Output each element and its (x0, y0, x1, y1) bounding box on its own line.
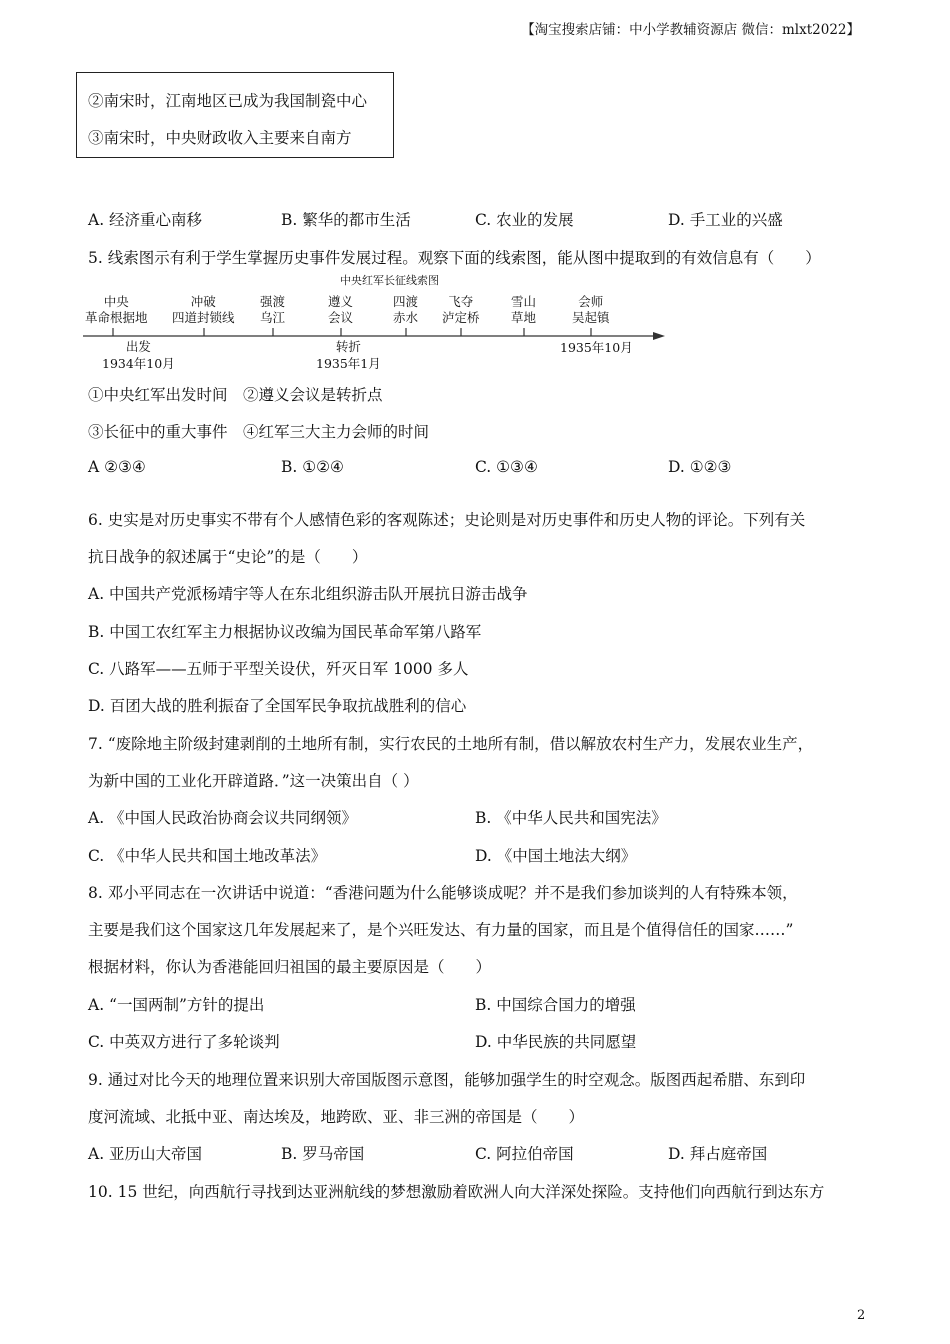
timeline-event (260, 294, 285, 326)
q5-option-c: C. ①③④ (475, 458, 538, 476)
q6-stem-line2: 抗日战争的叙述属于“史论”的是（ ） (88, 548, 368, 566)
timeline-event (393, 294, 418, 326)
event-line2: 泸定桥 (442, 310, 480, 325)
event-line1: 强渡 (260, 294, 286, 309)
event-line1: 会师 (578, 294, 604, 309)
q7-option-c: C. 《中华人民共和国土地改革法》 (88, 847, 327, 865)
event-line2: 草地 (511, 310, 537, 325)
q9-option-a: A. 亚历山大帝国 (88, 1145, 203, 1163)
q8-option-c: C. 中英双方进行了多轮谈判 (88, 1033, 280, 1051)
q6-option-b: B. 中国工农红军主力根据协议改编为国民革命军第八路军 (88, 623, 482, 641)
timeline-event (572, 294, 610, 326)
timeline-event (172, 294, 235, 326)
q8-stem-line1: 8. 邓小平同志在一次讲话中说道：“香港问题为什么能够谈成呢？并不是我们参加谈判的人有特殊本领， (88, 884, 798, 902)
q7-option-b: B. 《中华人民共和国宪法》 (475, 809, 667, 827)
q4-option-b: B. 繁华的都市生活 (281, 211, 411, 229)
q5-option-d: D. ①②③ (668, 458, 732, 476)
q4-option-a: A. 经济重心南移 (88, 211, 203, 229)
q9-option-b: B. 罗马帝国 (281, 1145, 365, 1163)
event-line1: 遵义 (328, 294, 354, 309)
event-line2: 革命根据地 (85, 310, 148, 325)
q4-option-c: C. 农业的发展 (475, 211, 574, 229)
material-line-2: ②南宋时，江南地区已成为我国制瓷中心 (88, 92, 368, 110)
q6-option-d: D. 百团大战的胜利振奋了全国军民争取抗战胜利的信心 (88, 697, 467, 715)
q9-stem-line2: 度河流域、北抵中亚、南达埃及，地跨欧、亚、非三洲的帝国是（ ） (88, 1108, 585, 1126)
timeline-event (328, 294, 353, 326)
timeline-end (560, 339, 633, 356)
turn-date: 1935年1月 (316, 356, 381, 371)
material-box (76, 72, 394, 158)
event-line1: 四渡 (393, 294, 419, 309)
page-number: 2 (857, 1308, 866, 1323)
q9-option-d: D. 拜占庭帝国 (668, 1145, 768, 1163)
long-march-timeline (80, 272, 680, 372)
timeline-event (511, 294, 536, 326)
q6-option-c: C. 八路军——五师于平型关设伏，歼灭日军 1000 多人 (88, 660, 469, 678)
q8-option-d: D. 中华民族的共同愿望 (475, 1033, 637, 1051)
q5-stem: 5. 线索图示有利于学生掌握历史事件发展过程。观察下面的线索图，能从图中提取到的有效信息有（ ） (88, 249, 821, 267)
q10-stem-line1: 10. 15 世纪，向西航行寻找到达亚洲航线的梦想激励着欧洲人向大洋深处探险。支持他们向西航行到达东方 (88, 1183, 825, 1201)
q8-option-b: B. 中国综合国力的增强 (475, 996, 636, 1014)
q9-option-c: C. 阿拉伯帝国 (475, 1145, 574, 1163)
event-line2: 会议 (328, 310, 354, 325)
q7-option-d: D. 《中国土地法大纲》 (475, 847, 637, 865)
q6-stem-line1: 6. 史实是对历史事实不带有个人感情色彩的客观陈述；史论则是对历史事件和历史人物的评论。下列有关 (88, 511, 806, 529)
q7-stem-line2: 为新中国的工业化开辟道路．”这一决策出自（ ） (88, 772, 419, 790)
event-line1: 冲破 (190, 294, 216, 309)
q6-option-a: A. 中国共产党派杨靖宇等人在东北组织游击队开展抗日游击战争 (88, 585, 528, 603)
q5-statements-line1: ①中央红军出发时间 ②遵义会议是转折点 (88, 386, 383, 404)
q8-stem-line2: 主要是我们这个国家这几年发展起来了，是个兴旺发达、有力量的国家，而且是个值得信任的国家……” (88, 921, 794, 939)
event-line1: 中央 (103, 294, 129, 309)
timeline-event (85, 294, 148, 326)
event-line1: 雪山 (511, 294, 537, 309)
q5-option-b: B. ①②④ (281, 458, 344, 476)
timeline-turn (316, 338, 381, 372)
turn-label: 转折 (335, 339, 361, 354)
header-note: 【淘宝搜索店铺：中小学教辅资源店 微信：mlxt2022】 (521, 22, 860, 38)
start-label: 出发 (125, 339, 151, 354)
timeline-event (442, 294, 480, 326)
end-date: 1935年10月 (560, 340, 633, 355)
q9-stem-line1: 9. 通过对比今天的地理位置来识别大帝国版图示意图，能够加强学生的时空观念。版图西起希腊、东到印 (88, 1071, 806, 1089)
start-date: 1934年10月 (102, 356, 175, 371)
q8-option-a: A. “一国两制”方针的提出 (88, 996, 265, 1014)
event-line2: 乌江 (260, 310, 286, 325)
event-line2: 赤水 (393, 310, 419, 325)
q5-option-a: A ②③④ (88, 458, 146, 476)
material-line-3: ③南宋时，中央财政收入主要来自南方 (88, 129, 352, 147)
q4-option-d: D. 手工业的兴盛 (668, 211, 783, 229)
event-line1: 飞夺 (448, 294, 474, 309)
event-line2: 吴起镇 (572, 310, 610, 325)
event-line2: 四道封锁线 (172, 310, 235, 325)
q8-stem-line3: 根据材料，你认为香港能回归祖国的最主要原因是（ ） (88, 958, 492, 976)
timeline-title: 中央红军长征线索图 (340, 274, 439, 287)
timeline-start (102, 338, 175, 372)
q7-stem-line1: 7. “废除地主阶级封建剥削的土地所有制，实行农民的土地所有制，借以解放农村生产力，发展农业生产， (88, 735, 814, 753)
q5-statements-line2: ③长征中的重大事件 ④红军三大主力会师的时间 (88, 423, 430, 441)
q7-option-a: A. 《中国人民政治协商会议共同纲领》 (88, 809, 358, 827)
